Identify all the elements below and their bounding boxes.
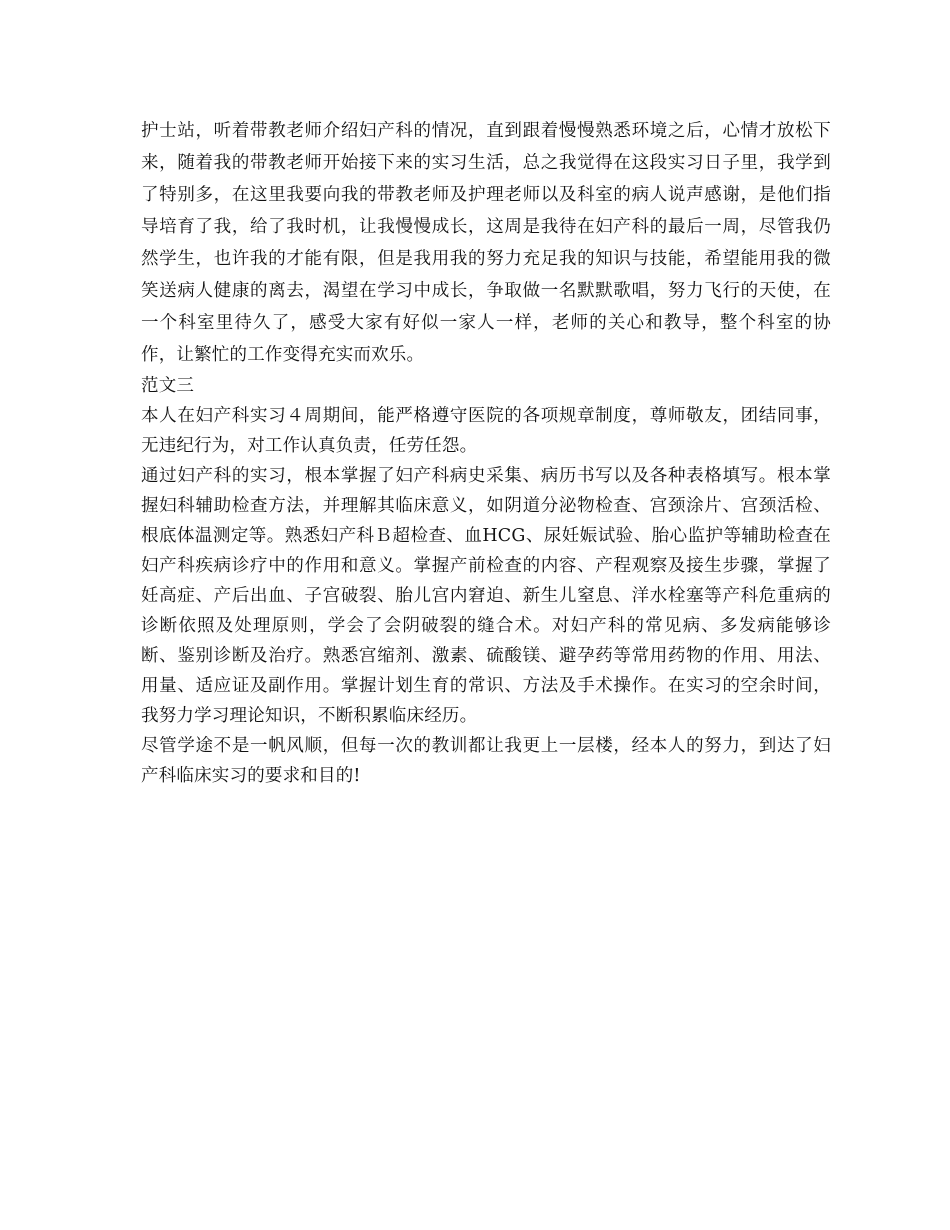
paragraph-discipline: 本人在妇产科实习４周期间，能严格遵守医院的各项规章制度，尊师敬友，团结同事，无违纪行为，对工作认真负责，任劳任怨。 xyxy=(141,406,831,456)
section-heading-sample-three: 范文三 xyxy=(141,376,195,396)
paragraph-skills-learned: 通过妇产科的实习，根本掌握了妇产科病史采集、病历书写以及各种表格填写。根本掌握妇科辅助检查方法，并理解其临床意义，如阴道分泌物检查、宫颈涂片、宫颈活检、根底体温测定等。熟悉妇产科Ｂ超检查、血HCG、尿妊娠试验、胎心监护等辅助检查在妇产科疾病诊疗中的作用和意义。掌握产前检查的内容、产程观察及接生步骤，掌握了妊高症、产后出血、子宫破裂、胎儿宫内窘迫、新生儿窒息、洋水栓塞等产科危重病的诊断依照及处理原则，学会了会阴破裂的缝合术。对妇产科的常见病、多发病能够诊断、鉴别诊断及治疗。熟悉宫缩剂、激素、硫酸镁、避孕药等常用药物的作用、用法、用量、适应证及副作用。掌握计划生育的常识、方法及手术操作。在实习的空余时间，我努力学习理论知识，不断积累临床经历。 xyxy=(141,466,831,726)
paragraph-internship-reflection: 护士站，听着带教老师介绍妇产科的情况，直到跟着慢慢熟悉环境之后，心情才放松下来，随着我的带教老师开始接下来的实习生活，总之我觉得在这段实习日子里，我学到了特别多，在这里我要向我的带教老师及护理老师以及科室的病人说声感谢，是他们指导培育了我，给了我时机，让我慢慢成长，这周是我待在妇产科的最后一周，尽管我仍然学生，也许我的才能有限，但是我用我的努力充足我的知识与技能，希望能用我的微笑送病人健康的离去，渴望在学习中成长，争取做一名默默歌唱，努力飞行的天使，在一个科室里待久了，感受大家有好似一家人一样，老师的关心和教导，整个科室的协作，让繁忙的工作变得充实而欢乐。 xyxy=(141,121,831,365)
paragraph-conclusion: 尽管学途不是一帆风顺，但每一次的教训都让我更上一层楼，经本人的努力，到达了妇产科临床实习的要求和目的! xyxy=(141,736,831,786)
document-body xyxy=(141,115,831,791)
